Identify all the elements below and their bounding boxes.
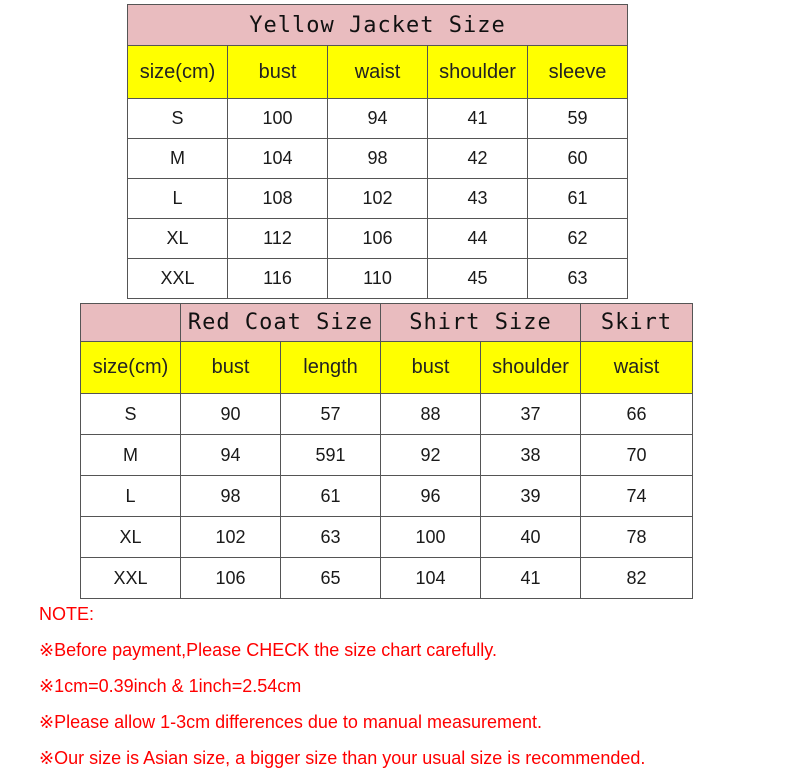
- size-cell: XXL: [128, 259, 228, 299]
- table-cell: 94: [181, 435, 281, 476]
- shirt-table-title: Shirt Size: [381, 304, 581, 342]
- table-cell: 65: [281, 558, 381, 599]
- jacket-table-title: Yellow Jacket Size: [128, 5, 628, 46]
- table-cell: 62: [528, 219, 628, 259]
- table-cell: 63: [281, 517, 381, 558]
- combo-header-cell: size(cm): [81, 342, 181, 394]
- table-cell: 41: [428, 99, 528, 139]
- size-cell: M: [81, 435, 181, 476]
- table-cell: 98: [328, 139, 428, 179]
- table-cell: 42: [428, 139, 528, 179]
- table-cell: 61: [528, 179, 628, 219]
- table-cell: 57: [281, 394, 381, 435]
- table-row: [128, 99, 628, 139]
- combo-header-row: [81, 342, 693, 394]
- combo-header-cell: shoulder: [481, 342, 581, 394]
- size-notes: [39, 603, 645, 783]
- table-cell: 90: [181, 394, 281, 435]
- table-cell: 74: [581, 476, 693, 517]
- skirt-table-title: Skirt: [581, 304, 693, 342]
- table-cell: 104: [228, 139, 328, 179]
- table-cell: 112: [228, 219, 328, 259]
- size-cell: S: [81, 394, 181, 435]
- table-row: [81, 476, 693, 517]
- table-cell: 82: [581, 558, 693, 599]
- combo-header-cell: bust: [181, 342, 281, 394]
- table-cell: 45: [428, 259, 528, 299]
- size-cell: M: [128, 139, 228, 179]
- jacket-header-cell: waist: [328, 46, 428, 99]
- note-line: ※Please allow 1-3cm differences due to manual measurement.: [39, 712, 543, 732]
- table-row: [81, 435, 693, 476]
- table-row: [128, 139, 628, 179]
- table-cell: 38: [481, 435, 581, 476]
- table-row: [128, 179, 628, 219]
- table-cell: 39: [481, 476, 581, 517]
- table-cell: 106: [328, 219, 428, 259]
- table-cell: 100: [381, 517, 481, 558]
- table-cell: 59: [528, 99, 628, 139]
- table-cell: 60: [528, 139, 628, 179]
- table-cell: 41: [481, 558, 581, 599]
- table-cell: 92: [381, 435, 481, 476]
- table-cell: 37: [481, 394, 581, 435]
- table-cell: 104: [381, 558, 481, 599]
- table-cell: 96: [381, 476, 481, 517]
- jacket-header-cell: size(cm): [128, 46, 228, 99]
- table-cell: 108: [228, 179, 328, 219]
- table-cell: 78: [581, 517, 693, 558]
- coat-table-title: Red Coat Size: [181, 304, 381, 342]
- table-cell: 98: [181, 476, 281, 517]
- combo-header-cell: bust: [381, 342, 481, 394]
- table-cell: 102: [328, 179, 428, 219]
- table-cell: 63: [528, 259, 628, 299]
- size-cell: XXL: [81, 558, 181, 599]
- table-cell: 591: [281, 435, 381, 476]
- table-cell: 100: [228, 99, 328, 139]
- jacket-header-cell: shoulder: [428, 46, 528, 99]
- combo-header-cell: waist: [581, 342, 693, 394]
- jacket-header-cell: sleeve: [528, 46, 628, 99]
- size-cell: S: [128, 99, 228, 139]
- table-cell: 61: [281, 476, 381, 517]
- table-cell: 88: [381, 394, 481, 435]
- table-cell: 110: [328, 259, 428, 299]
- table-cell: 70: [581, 435, 693, 476]
- size-cell: L: [81, 476, 181, 517]
- table-cell: 44: [428, 219, 528, 259]
- table-cell: 40: [481, 517, 581, 558]
- jacket-header-row: [128, 46, 628, 99]
- note-line: ※1cm=0.39inch & 1inch=2.54cm: [39, 676, 302, 696]
- table-row: [81, 517, 693, 558]
- note-line: ※Our size is Asian size, a bigger size than your usual size is recommended.: [39, 748, 646, 768]
- jacket-header-cell: bust: [228, 46, 328, 99]
- table-row: [81, 394, 693, 435]
- table-cell: 102: [181, 517, 281, 558]
- table-cell: 66: [581, 394, 693, 435]
- table-cell: 106: [181, 558, 281, 599]
- table-row: [81, 558, 693, 599]
- size-cell: XL: [81, 517, 181, 558]
- blank-title-cell: [81, 304, 181, 342]
- table-cell: 116: [228, 259, 328, 299]
- table-cell: 94: [328, 99, 428, 139]
- size-cell: XL: [128, 219, 228, 259]
- table-row: [128, 219, 628, 259]
- note-heading: NOTE:: [39, 604, 95, 624]
- coat-shirt-skirt-size-table: [80, 303, 693, 599]
- yellow-jacket-size-table: [127, 4, 628, 299]
- combo-header-cell: length: [281, 342, 381, 394]
- note-line: ※Before payment,Please CHECK the size chart carefully.: [39, 640, 497, 660]
- size-cell: L: [128, 179, 228, 219]
- table-cell: 43: [428, 179, 528, 219]
- table-row: [128, 259, 628, 299]
